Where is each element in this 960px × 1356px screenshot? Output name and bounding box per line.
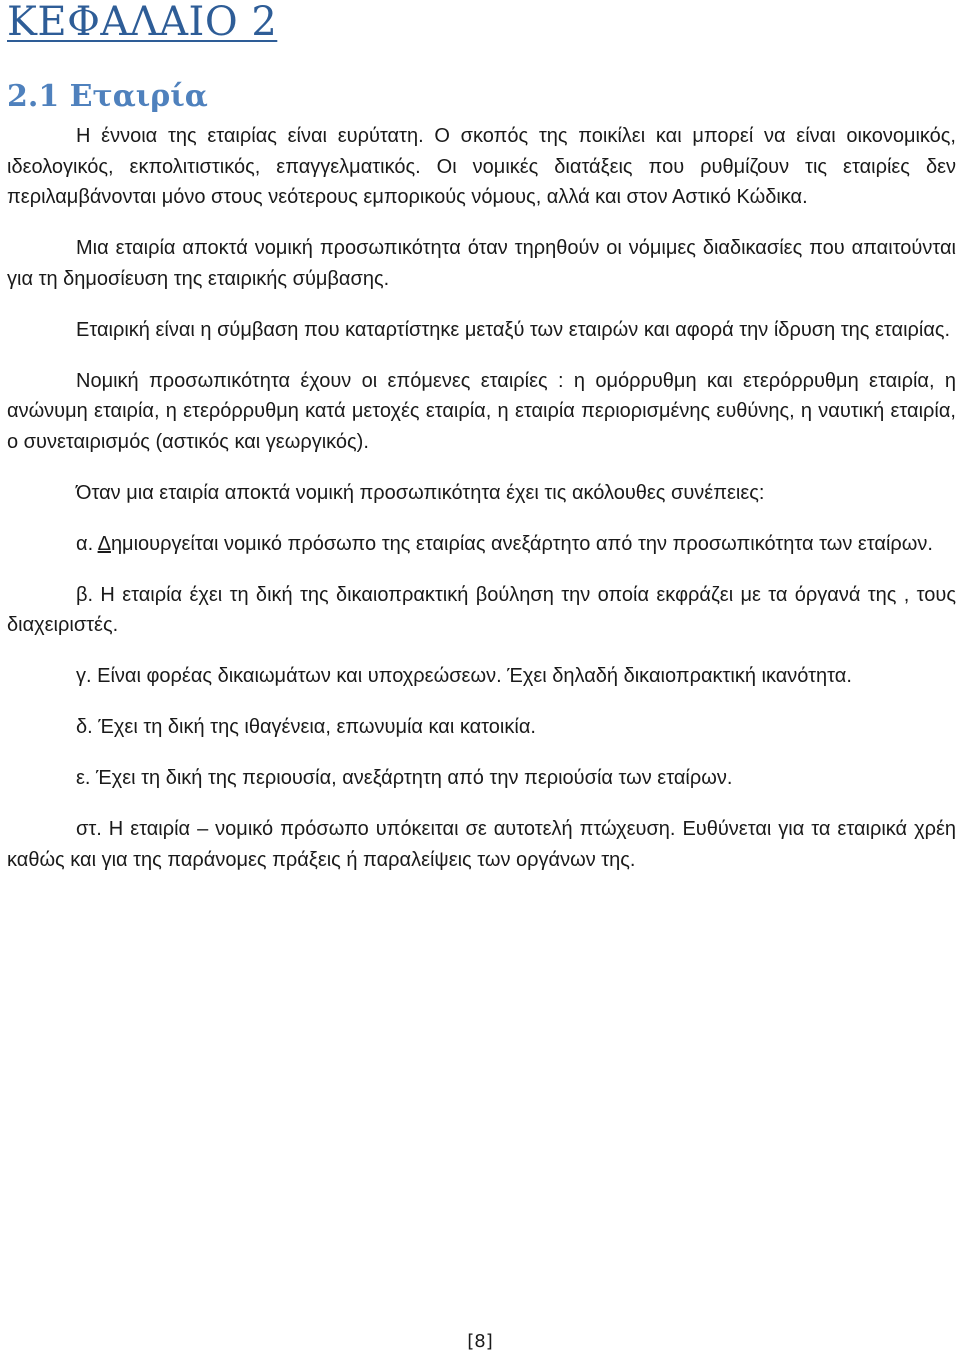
consequence-item-c: γ. Είναι φορέας δικαιωμάτων και υποχρεώσεων. Έχει δηλαδή δικαιοπρακτική ικανότητα. bbox=[76, 665, 852, 688]
consequence-text-a: ημιουργείται νομικό πρόσωπο της εταιρίας ανεξάρτητο από την προσωπικότητα των εταίρων. bbox=[110, 532, 933, 555]
paragraph-company-types: Νομική προσωπικότητα έχουν οι επόμενες εταιρίες : η ομόρρυθμη και ετερόρρυθμη εταιρία, η ανώνυμη εταιρία, η ετερόρρυθμη κατά μετοχές εταιρία, η εταιρία περιορισμένης ευθύνης, η ναυτική εταιρία, ο συνεταιρισμός (αστικός και γεωργικός). bbox=[7, 369, 956, 453]
consequence-item-a bbox=[7, 529, 956, 560]
section-title: 2.1 Εταιρία bbox=[7, 79, 208, 114]
paragraph-company-concept: Η έννοια της εταιρίας είναι ευρύτατη. Ο σκοπός της ποικίλει και μπορεί να είναι οικονομικός, ιδεολογικός, εκπολιτιστικός, επαγγελματικός. Οι νομικές διατάξεις που ρυθμίζουν τις εταιρίες δεν περιλαμβάνονται μόνο στους νεότερους εμπορικούς νόμους, αλλά και στον Αστικό Κώδικα. bbox=[7, 125, 956, 209]
consequence-item-b: β. Η εταιρία έχει τη δική της δικαιοπρακτική βούληση την οποία εκφράζει με τα όργανά της , τους διαχειριστές. bbox=[7, 583, 956, 637]
consequence-item-e: ε. Έχει τη δική της περιουσία, ανεξάρτητη από την περιούσία των εταίρων. bbox=[76, 767, 733, 790]
consequence-item-d: δ. Έχει τη δική της ιθαγένεια, επωνυμία και κατοικία. bbox=[76, 716, 536, 739]
consequence-underlined-letter: Δ bbox=[97, 532, 111, 555]
consequence-marker-a: α. bbox=[76, 532, 98, 555]
chapter-title: ΚΕΦΑΛΑΙΟ 2 bbox=[7, 0, 278, 45]
body-text bbox=[7, 121, 956, 896]
consequence-item-st: στ. Η εταιρία – νομικό πρόσωπο υπόκειται σε αυτοτελή πτώχευση. Ευθύνεται για τα εταιρικά χρέη καθώς και για της παράνομες πράξεις ή παραλείψεις των οργάνων της. bbox=[7, 818, 956, 871]
paragraph-company-contract: Εταιρική είναι η σύμβαση που καταρτίστηκε μεταξύ των εταιρών και αφορά την ίδρυση της εταιρίας. bbox=[76, 318, 951, 341]
page-number: [8] bbox=[467, 1331, 493, 1352]
paragraph-legal-personality: Μια εταιρία αποκτά νομική προσωπικότητα όταν τηρηθούν οι νόμιμες διαδικασίες που απαιτούνται για τη δημοσίευση της εταιρικής σύμβασης. bbox=[7, 237, 956, 290]
paragraph-consequences-intro: Όταν μια εταιρία αποκτά νομική προσωπικότητα έχει τις ακόλουθες συνέπειες: bbox=[76, 481, 765, 504]
